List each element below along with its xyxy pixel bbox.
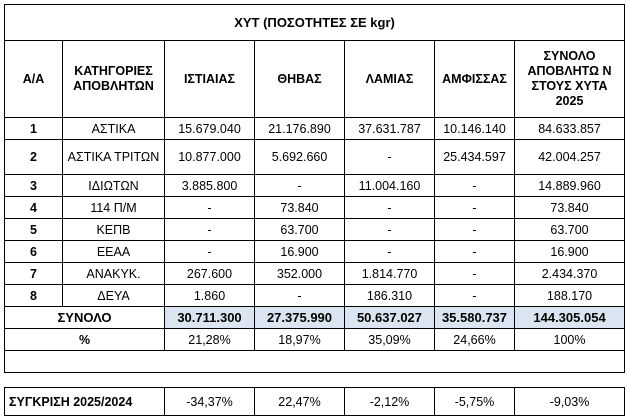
cell-total: 14.889.960 [515, 175, 625, 197]
title-row [5, 5, 625, 41]
cell-thivas: - [255, 175, 345, 197]
header-row [5, 41, 625, 118]
cell-amfissas: - [435, 175, 515, 197]
waste-table [4, 4, 625, 416]
cell-amfissas: - [435, 263, 515, 285]
cell-istiaias: 1.860 [165, 285, 255, 307]
cell-thivas: 352.000 [255, 263, 345, 285]
row-category: ΑΝΑΚΥΚ. [63, 263, 165, 285]
table-row [5, 140, 625, 175]
total-istiaias: 30.711.300 [165, 307, 255, 329]
cell-amfissas: - [435, 285, 515, 307]
percent-thivas: 18,97% [255, 329, 345, 351]
row-category: ΑΣΤΙΚΑ [63, 118, 165, 140]
totals-row [5, 307, 625, 329]
header-thivas: ΘΗΒΑΣ [255, 41, 345, 118]
table-row [5, 285, 625, 307]
total-amfissas: 35.580.737 [435, 307, 515, 329]
blank-cell [5, 351, 625, 373]
cell-istiaias: 267.600 [165, 263, 255, 285]
total-thivas: 27.375.990 [255, 307, 345, 329]
cell-total: 188.170 [515, 285, 625, 307]
header-istiaias: ΙΣΤΙΑΙΑΣ [165, 41, 255, 118]
cell-lamias: 1.814.770 [345, 263, 435, 285]
blank-row [5, 351, 625, 373]
percent-istiaias: 21,28% [165, 329, 255, 351]
spacer-row [5, 373, 625, 388]
table-row [5, 241, 625, 263]
row-category: ΚΕΠΒ [63, 219, 165, 241]
spacer-cell [5, 373, 625, 388]
comparison-amfissas: -5,75% [435, 388, 515, 416]
table-row [5, 219, 625, 241]
cell-istiaias: 3.885.800 [165, 175, 255, 197]
comparison-label: ΣΥΓΚΡΙΣΗ 2025/2024 [5, 388, 165, 416]
cell-lamias: 11.004.160 [345, 175, 435, 197]
cell-lamias: - [345, 219, 435, 241]
table-row [5, 175, 625, 197]
cell-amfissas: - [435, 219, 515, 241]
cell-istiaias: 15.679.040 [165, 118, 255, 140]
header-amfissas: ΑΜΦΙΣΣΑΣ [435, 41, 515, 118]
comparison-total: -9,03% [515, 388, 625, 416]
comparison-lamias: -2,12% [345, 388, 435, 416]
cell-total: 63.700 [515, 219, 625, 241]
cell-thivas: - [255, 285, 345, 307]
header-total: ΣΥΝΟΛΟ ΑΠΟΒΛΗΤΩ Ν ΣΤΟΥΣ ΧΥΤΑ 2025 [515, 41, 625, 118]
cell-istiaias: 10.877.000 [165, 140, 255, 175]
cell-amfissas: 25.434.597 [435, 140, 515, 175]
cell-istiaias: - [165, 219, 255, 241]
row-category: ΔΕΥΑ [63, 285, 165, 307]
cell-lamias: 37.631.787 [345, 118, 435, 140]
cell-total: 42.004.257 [515, 140, 625, 175]
row-category: 114 Π/Μ [63, 197, 165, 219]
row-number: 8 [5, 285, 63, 307]
percent-amfissas: 24,66% [435, 329, 515, 351]
row-number: 4 [5, 197, 63, 219]
cell-amfissas: 10.146.140 [435, 118, 515, 140]
header-category: ΚΑΤΗΓΟΡΙΕΣ ΑΠΟΒΛΗΤΩΝ [63, 41, 165, 118]
row-number: 7 [5, 263, 63, 285]
cell-total: 84.633.857 [515, 118, 625, 140]
totals-label: ΣΥΝΟΛΟ [5, 307, 165, 329]
percent-row [5, 329, 625, 351]
row-number: 2 [5, 140, 63, 175]
total-grand: 144.305.054 [515, 307, 625, 329]
header-lamias: ΛΑΜΙΑΣ [345, 41, 435, 118]
percent-lamias: 35,09% [345, 329, 435, 351]
cell-amfissas: - [435, 197, 515, 219]
cell-thivas: 73.840 [255, 197, 345, 219]
row-category: ΙΔΙΩΤΩΝ [63, 175, 165, 197]
row-number: 6 [5, 241, 63, 263]
cell-total: 2.434.370 [515, 263, 625, 285]
comparison-thivas: 22,47% [255, 388, 345, 416]
percent-total: 100% [515, 329, 625, 351]
percent-label: % [5, 329, 165, 351]
cell-thivas: 21.176.890 [255, 118, 345, 140]
cell-lamias: - [345, 197, 435, 219]
cell-istiaias: - [165, 197, 255, 219]
row-category: ΑΣΤΙΚΑ ΤΡΙΤΩΝ [63, 140, 165, 175]
cell-lamias: - [345, 241, 435, 263]
table-row [5, 263, 625, 285]
cell-thivas: 16.900 [255, 241, 345, 263]
row-number: 3 [5, 175, 63, 197]
cell-total: 73.840 [515, 197, 625, 219]
header-aa: Α/Α [5, 41, 63, 118]
row-number: 1 [5, 118, 63, 140]
table-row [5, 118, 625, 140]
cell-lamias: 186.310 [345, 285, 435, 307]
total-lamias: 50.637.027 [345, 307, 435, 329]
cell-thivas: 5.692.660 [255, 140, 345, 175]
cell-amfissas: - [435, 241, 515, 263]
row-number: 5 [5, 219, 63, 241]
cell-lamias: - [345, 140, 435, 175]
cell-total: 16.900 [515, 241, 625, 263]
row-category: ΕΕΑΑ [63, 241, 165, 263]
cell-thivas: 63.700 [255, 219, 345, 241]
comparison-istiaias: -34,37% [165, 388, 255, 416]
cell-istiaias: - [165, 241, 255, 263]
comparison-row [5, 388, 625, 416]
table-title: ΧΥΤ (ΠΟΣΟΤΗΤΕΣ ΣΕ kgr) [5, 5, 625, 41]
table-row [5, 197, 625, 219]
